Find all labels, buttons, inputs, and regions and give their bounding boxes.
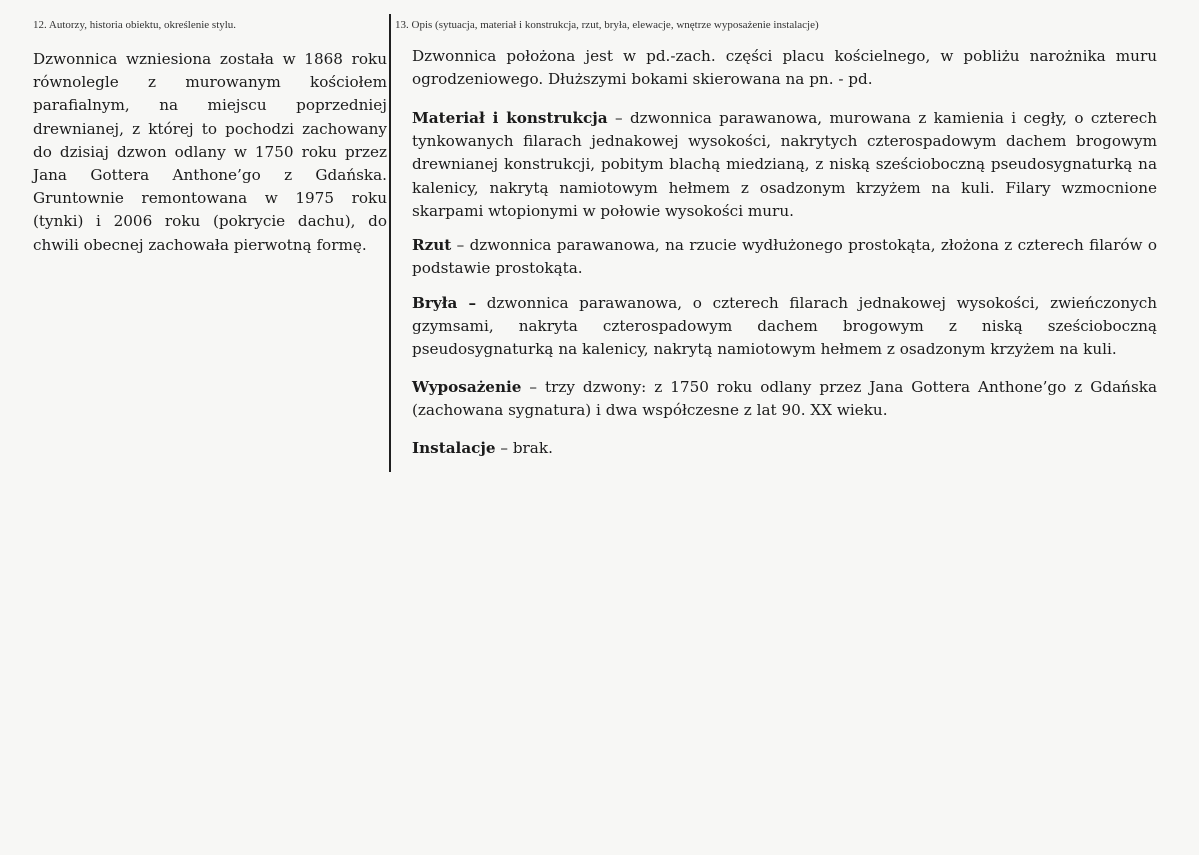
equipment-label: Wyposażenie bbox=[412, 378, 522, 396]
form-paragraph bbox=[412, 292, 1157, 362]
location-paragraph: Dzwonnica położona jest w pd.-zach. części placu kościelnego, w pobliżu narożnika muru ogrodzeniowego. Dłuższymi bokami skierowana na pn. - pd. bbox=[412, 47, 1157, 89]
form-label: Bryła – bbox=[412, 294, 477, 312]
material-paragraph bbox=[412, 107, 1157, 223]
column-divider bbox=[389, 14, 391, 472]
equipment-text: – trzy dzwony: z 1750 roku odlany przez Jana Gottera Anthone’go z Gdańska (zachowana sygnatura) i dwa współczesne z lat 90. XX wieku. bbox=[412, 378, 1157, 420]
installations-label: Instalacje bbox=[412, 439, 496, 457]
material-label: Materiał i konstrukcja bbox=[412, 109, 608, 127]
history-text: Dzwonnica wzniesiona została w 1868 roku równolegle z murowanym kościołem parafialnym, na miejscu poprzedniej drewnianej, z której to pochodzi zachowany do dzisiaj dzwon odlany w 1750 roku przez Jana Gottera Anthone’go z Gdańska. Gruntownie remontowana w 1975 roku (tynki) i 2006 roku (pokrycie dachu), do chwili obecnej zachowała pierwotną formę. bbox=[33, 50, 387, 254]
plan-label: Rzut bbox=[412, 236, 452, 254]
form-text: dzwonnica parawanowa, o czterech filarach jednakowej wysokości, zwieńczonych gzymsami, nakryta czterospadowym dachem brogowym z niską sześcioboczną pseudosygnaturką na kalenicy, nakrytą namiotowym hełmem z osadzonym krzyżem na kuli. bbox=[412, 294, 1157, 359]
history-heading: 12. Autorzy, historia obiektu, określenie stylu. bbox=[33, 19, 237, 31]
installations-paragraph bbox=[412, 437, 1157, 460]
plan-text: – dzwonnica parawanowa, na rzucie wydłużonego prostokąta, złożona z czterech filarów o podstawie prostokąta. bbox=[412, 236, 1157, 278]
installations-text: – brak. bbox=[495, 439, 553, 457]
plan-paragraph bbox=[412, 234, 1157, 280]
material-text: – dzwonnica parawanowa, murowana z kamienia i cegły, o czterech tynkowanych filarach jednakowej wysokości, nakrytych czterospadowym dachem brogowym drewnianej konstrukcji, pobitym blachą miedzianą, z niską sześcioboczną pseudosygnaturką na kalenicy, nakrytą namiotowym hełmem z osadzonym krzyżem na kuli. Filary wzmocnione skarpami wtopionymi w połowie wysokości muru. bbox=[412, 109, 1158, 220]
description-heading: 13. Opis (sytuacja, materiał i konstrukcja, rzut, bryła, elewacje, wnętrze wyposażenie instalacje) bbox=[395, 19, 819, 31]
equipment-paragraph bbox=[412, 376, 1157, 422]
